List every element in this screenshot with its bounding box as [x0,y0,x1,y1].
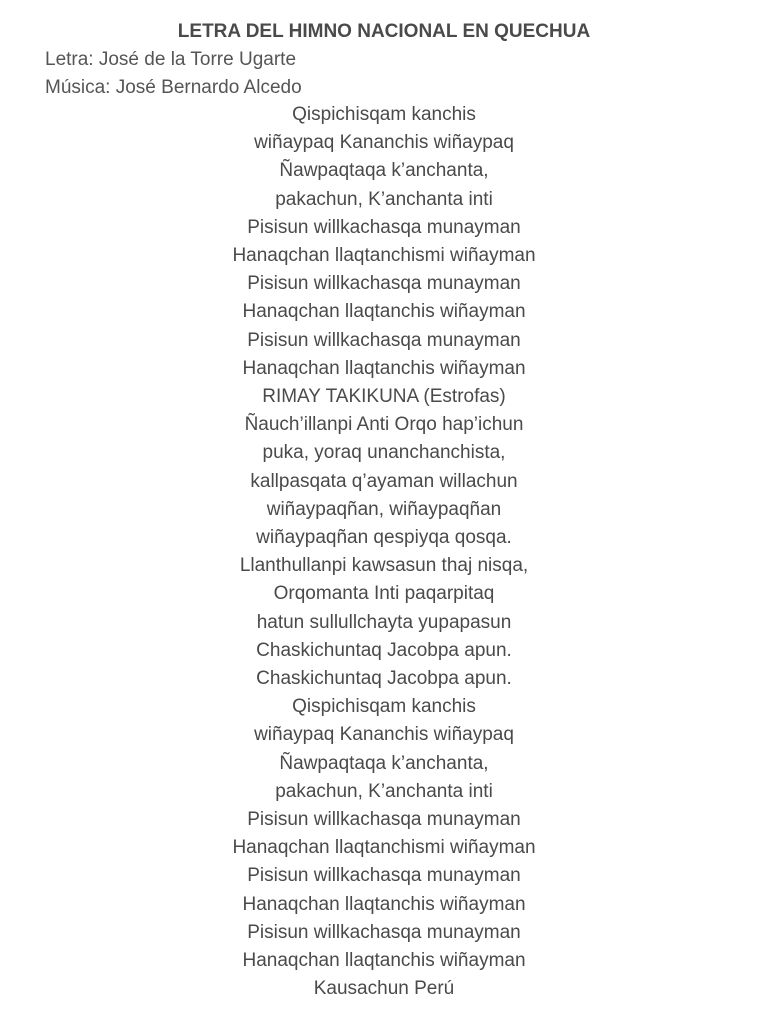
lyric-line: Chaskichuntaq Jacobpa apun. [256,668,512,690]
lyric-line: Pisisun willkachasqa munayman [247,865,521,887]
lyric-line: wiñaypaqñan, wiñaypaqñan [266,498,502,520]
lyric-line: Pisisun willkachasqa munayman [247,921,521,943]
lyric-line: hatun sullullchayta yupapasun [256,611,512,633]
lyrics-lines [0,101,768,1004]
lyric-line: kallpasqata q’ayaman willachun [250,470,518,492]
lyric-line: Pisisun willkachasqa munayman [247,273,521,295]
lyric-line: Orqomanta Inti paqarpitaq [273,583,495,605]
document-page [0,18,768,1004]
lyric-line: Pisisun willkachasqa munayman [247,329,521,351]
lyric-line: Ñawpaqtaqa k’anchanta, [279,752,489,774]
lyric-line: pakachun, K’anchanta inti [275,188,493,210]
lyric-line: puka, yoraq unanchanchista, [262,442,506,464]
lyric-line: RIMAY TAKIKUNA (Estrofas) [262,386,506,408]
lyric-line: wiñaypaqñan qespiyqa qosqa. [256,527,512,549]
lyric-line: Hanaqchan llaqtanchis wiñayman [242,950,526,972]
lyric-line: pakachun, K’anchanta inti [275,780,493,802]
music-credit: Música: José Bernardo Alcedo [45,76,302,98]
lyric-line: Qispichisqam kanchis [292,104,476,125]
lyric-line: Chaskichuntaq Jacobpa apun. [256,639,512,661]
lyric-line: Hanaqchan llaqtanchis wiñayman [242,357,526,379]
lyric-line: Ñauch’illanpi Anti Orqo hap’ichun [244,414,524,436]
lyric-line: Pisisun willkachasqa munayman [247,216,521,238]
lyric-line: Llanthullanpi kawsasun thaj nisqa, [239,555,529,577]
lyric-line: Kausachun Perú [313,978,455,1000]
lyric-line: Hanaqchan llaqtanchis wiñayman [242,893,526,915]
document-title: LETRA DEL HIMNO NACIONAL EN QUECHUA [177,21,591,42]
lyric-line: wiñaypaq Kananchis wiñaypaq [254,724,514,746]
lyric-line: Qispichisqam kanchis [292,696,476,718]
lyric-line: Pisisun willkachasqa munayman [247,809,521,831]
lyric-line: wiñaypaq Kananchis wiñaypaq [254,132,514,154]
lyric-line: Hanaqchan llaqtanchismi wiñayman [232,837,536,859]
lyric-line: Ñawpaqtaqa k’anchanta, [279,160,489,182]
lyric-line: Hanaqchan llaqtanchismi wiñayman [232,245,536,267]
lyrics-credit: Letra: José de la Torre Ugarte [45,49,297,70]
lyric-line: Hanaqchan llaqtanchis wiñayman [242,301,526,323]
